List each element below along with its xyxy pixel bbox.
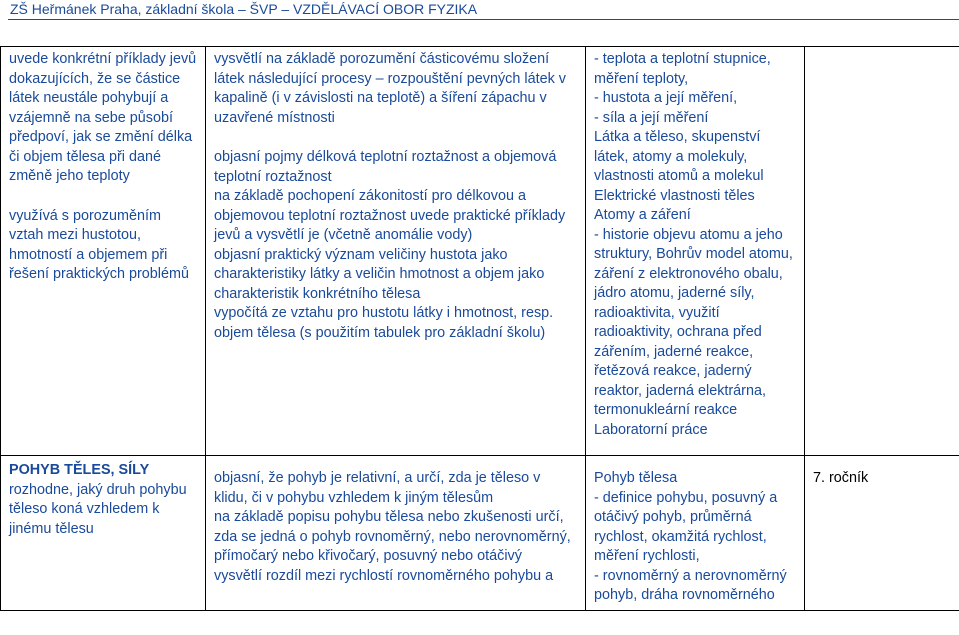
outcome-item: na základě pochopení zákonitostí pro délkovou a objemovou teplotní roztažnost uvede praktické příklady jevů a vysvětlí je (včetně anomálie vody) — [214, 188, 566, 243]
grade-cell — [805, 47, 959, 456]
curriculum-cell — [586, 47, 805, 456]
grade-label: 7. ročník — [813, 470, 869, 486]
page-header: ZŠ Heřmánek Praha, základní škola – ŠVP – VZDĚLÁVACÍ OBOR FYZIKA — [10, 1, 478, 17]
table-row — [1, 47, 959, 456]
outcome-item: objasní praktický význam veličiny hustota jako charakteristiky látky a veličin hmotnost a objem jako charakteristik konkrétního tělesa — [214, 246, 545, 302]
outcome-item: využívá s porozuměním vztah mezi hustotou, hmotností a objemem při řešení praktických problémů — [9, 207, 189, 282]
outcome-item: na základě popisu pohybu tělesa nebo zkušenosti určí, zda se jedná o pohyb rovnoměrný, nebo nerovnoměrný, přímočarý nebo křivočarý, posuvný nebo otáčivý — [214, 509, 571, 564]
curriculum-item: Laboratorní práce — [594, 421, 708, 438]
outcome-item: objasní pojmy délková teplotní roztažnost a objemová teplotní roztažnost — [214, 149, 557, 185]
curriculum-item: Pohyb tělesa - definice pohybu, posuvný a otáčivý pohyb, průměrná rychlost, okamžitá rychlost, měření rychlosti, - rovnoměrný a nerovnoměrný pohyb, dráha rovnoměrného — [594, 470, 787, 603]
curriculum-table — [0, 46, 959, 611]
curriculum-item: Atomy a záření - historie objevu atomu a jeho struktury, Bohrův model atomu, záření z elektronového obalu, jádro atomu, jaderné síly, radioaktivita, využití radioaktivity, ochrana před zářením, jaderné reakce, řetězová reakce, jaderný reaktor, jaderná elektrárna, termonukleární reakce — [594, 207, 793, 418]
outcome-item: vysvětlí rozdíl mezi rychlostí rovnoměrného pohybu a — [214, 567, 554, 584]
outcome-item: objasní, že pohyb je relativní, a určí, zda je těleso v klidu, či v pohybu vzhledem k jiným tělesům — [214, 470, 541, 506]
school-outcomes-cell — [206, 47, 586, 456]
curriculum-item: - teplota a teplotní stupnice, měření teploty, - hustota a její měření, - síla a její měření — [594, 51, 771, 126]
outcome-item: vypočítá ze vztahu pro hustotu látky i hmotnost, resp. objem tělesa (s použitím tabulek pro základní školu) — [214, 305, 554, 341]
grade-cell — [805, 456, 959, 611]
outcome-item: předpoví, jak se změní délka či objem tělesa při dané změně jeho teploty — [9, 129, 193, 184]
header-rule — [8, 19, 959, 20]
school-outcomes-cell — [206, 456, 586, 611]
curriculum-cell — [586, 456, 805, 611]
curriculum-item: Elektrické vlastnosti těles — [594, 187, 755, 204]
section-heading: POHYB TĚLES, SÍLY — [9, 462, 150, 478]
expected-outcomes-cell — [1, 456, 206, 611]
outcome-item: rozhodne, jaký druh pohybu těleso koná vzhledem k jinému tělesu — [9, 481, 187, 537]
expected-outcomes-cell — [1, 47, 206, 456]
outcome-item: vysvětlí na základě porozumění částicovému složení látek následující procesy – rozpouštění pevných látek v kapalině (i v závislosti na teplotě) a šíření zápachu v uzavřené místnosti — [214, 51, 566, 126]
outcome-item: uvede konkrétní příklady jevů dokazujících, že se částice látek neustále pohybují a vzájemně na sebe působí — [9, 51, 197, 126]
table-row — [1, 456, 959, 611]
curriculum-item: Látka a těleso, skupenství látek, atomy a molekuly, vlastnosti atomů a molekul — [594, 129, 764, 184]
